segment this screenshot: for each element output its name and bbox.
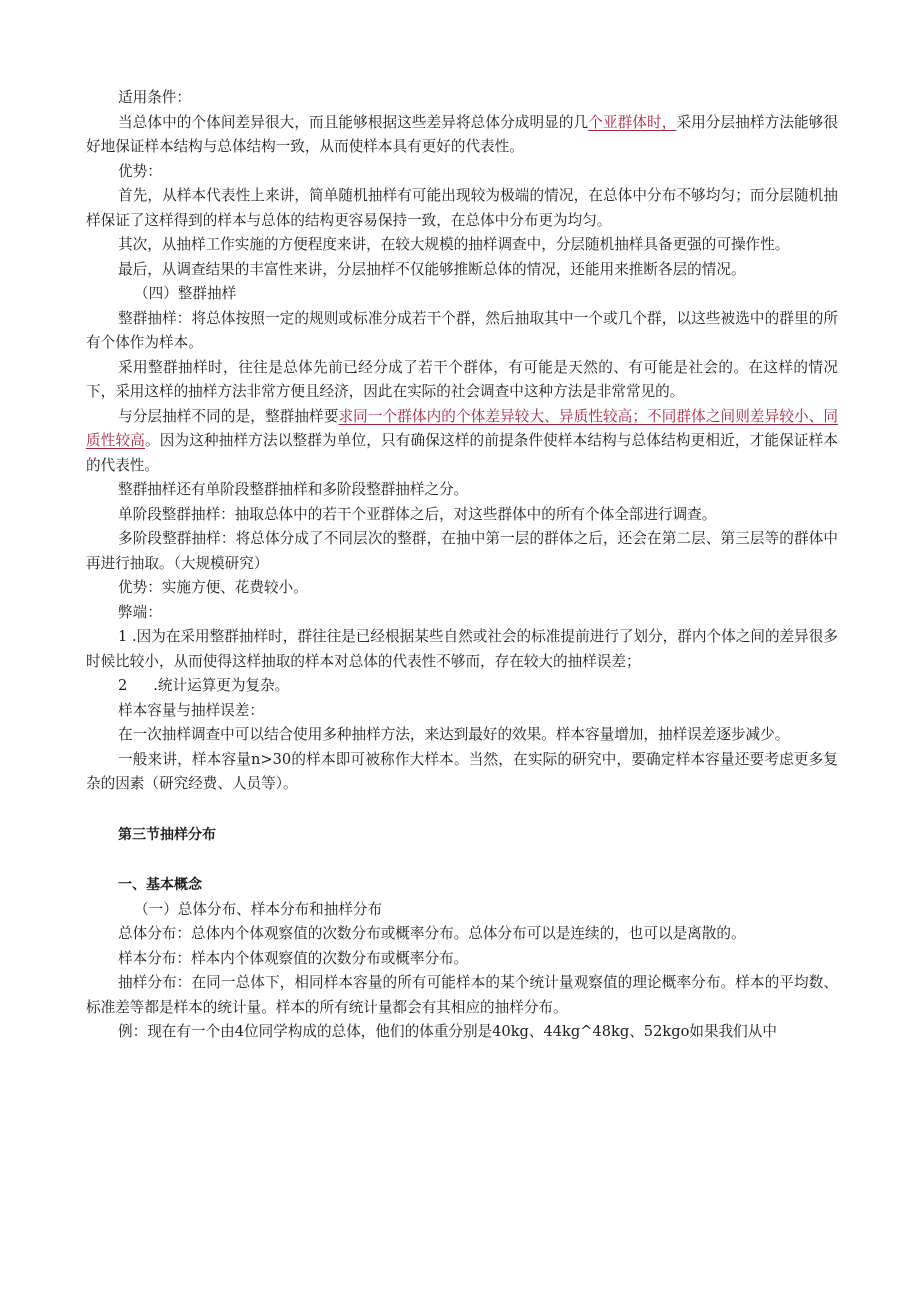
paragraph-cluster-difference: 与分层抽样不同的是，整群抽样要求同一个群体内的个体差异较大、异质性较高；不同群体之间则差异较小、同质性较高。因为这种抽样方法以整群为单位，只有确保这样的前提条件使样本结构与总体结构更相近，才能保证样本的代表性。: [86, 407, 838, 474]
paragraph-large-sample: 一般来讲，样本容量n>30的样本即可被称作大样本。当然，在实际的研究中，要确定样本容量还要考虑更多复杂的因素（研究经费、人员等）。: [86, 750, 838, 792]
paragraph-sample-distribution: 样本分布：样本内个体观察值的次数分布或概率分布。: [118, 949, 469, 967]
paragraph-applicable-conditions-label: 适用条件：: [118, 89, 191, 106]
chapter-heading-sampling-distribution: 第三节抽样分布: [118, 826, 216, 843]
paragraph-example: 例：现在有一个由4位同学构成的总体，他们的体重分别是40kg、44kg^48kg、52kgo如果我们从中: [118, 1023, 777, 1040]
paragraph-drawbacks-label: 弊端：: [118, 603, 162, 621]
highlight-heterogeneity: 求同一个群体内的个体差异较大、异质性较高；不同群体之间则差异较小、同质性较高: [86, 407, 838, 449]
document-page: [86, 86, 838, 1045]
paragraph-drawback-2: 2 .统计运算更为复杂。: [118, 677, 290, 694]
section-heading-basic-concepts: 一、基本概念: [118, 877, 202, 893]
paragraph-cluster-definition: 整群抽样：将总体按照一定的规则或标准分成若干个群，然后抽取其中一个或几个群，以这些被选中的群里的所有个体作为样本。: [86, 309, 838, 351]
highlight-subgroup: 个亚群体时，: [588, 113, 677, 131]
paragraph-sampling-distribution: 抽样分布：在同一总体下，相同样本容量的所有可能样本的某个统计量观察值的理论概率分布。样本的平均数、标准差等都是样本的统计量。样本的所有统计量都会有其相应的抽样分布。: [86, 974, 838, 1016]
paragraph-first: 首先，从样本代表性上来讲，简单随机抽样有可能出现较为极端的情况，在总体中分布不够均匀；而分层随机抽样保证了这样得到的样本与总体的结构更容易保持一致，在总体中分布更为均匀。: [86, 187, 838, 229]
paragraph-finally: 最后，从调查结果的丰富性来讲，分层抽样不仅能够推断总体的情况，还能用来推断各层的情况。: [118, 260, 746, 278]
section-heading-cluster-sampling: （四）整群抽样: [134, 285, 237, 302]
paragraph-multi-stage: 多阶段整群抽样：将总体分成了不同层次的整群，在抽中第一层的群体之后，还会在第二层、第三层等的群体中再进行抽取。（大规模研究）: [86, 530, 838, 572]
paragraph-cluster-advantage: 优势：实施方便、花费较小。: [118, 579, 308, 596]
subsection-heading-distributions: （一）总体分布、样本分布和抽样分布: [134, 900, 383, 918]
paragraph-drawback-1: 1 .因为在采用整群抽样时，群往往是已经根据某些自然或社会的标准提前进行了划分，群内个体之间的差异很多时候比较小，从而使得这样抽取的样本对总体的代表性不够而，存在较大的抽样误差；: [86, 628, 838, 670]
paragraph-applicable-conditions: 当总体中的个体间差异很大，而且能够根据这些差异将总体分成明显的几个亚群体时，采用分层抽样方法能够很好地保证样本结构与总体结构一致，从而使样本具有更好的代表性。: [86, 113, 838, 155]
paragraph-cluster-types: 整群抽样还有单阶段整群抽样和多阶段整群抽样之分。: [118, 481, 469, 498]
paragraph-cluster-usage: 采用整群抽样时，往往是总体先前已经分成了若干个群体，有可能是天然的、有可能是社会的。在这样的情况下，采用这样的抽样方法非常方便且经济，因此在实际的社会调查中这种方法是非常常见的。: [86, 358, 838, 400]
paragraph-second: 其次，从抽样工作实施的方便程度来讲，在较大规模的抽样调查中，分层随机抽样具备更强的可操作性。: [118, 236, 790, 253]
paragraph-single-stage: 单阶段整群抽样：抽取总体中的若干个亚群体之后，对这些群体中的所有个体全部进行调查。: [118, 505, 717, 523]
paragraph-sample-size: 在一次抽样调查中可以结合使用多种抽样方法，来达到最好的效果。样本容量增加，抽样误差逐步减少。: [118, 726, 790, 743]
paragraph-population-distribution: 总体分布：总体内个体观察值的次数分布或概率分布。总体分布可以是连续的，也可以是离散的。: [118, 925, 746, 942]
paragraph-advantage-label: 优势：: [118, 162, 162, 180]
paragraph-sample-size-label: 样本容量与抽样误差：: [118, 701, 264, 719]
